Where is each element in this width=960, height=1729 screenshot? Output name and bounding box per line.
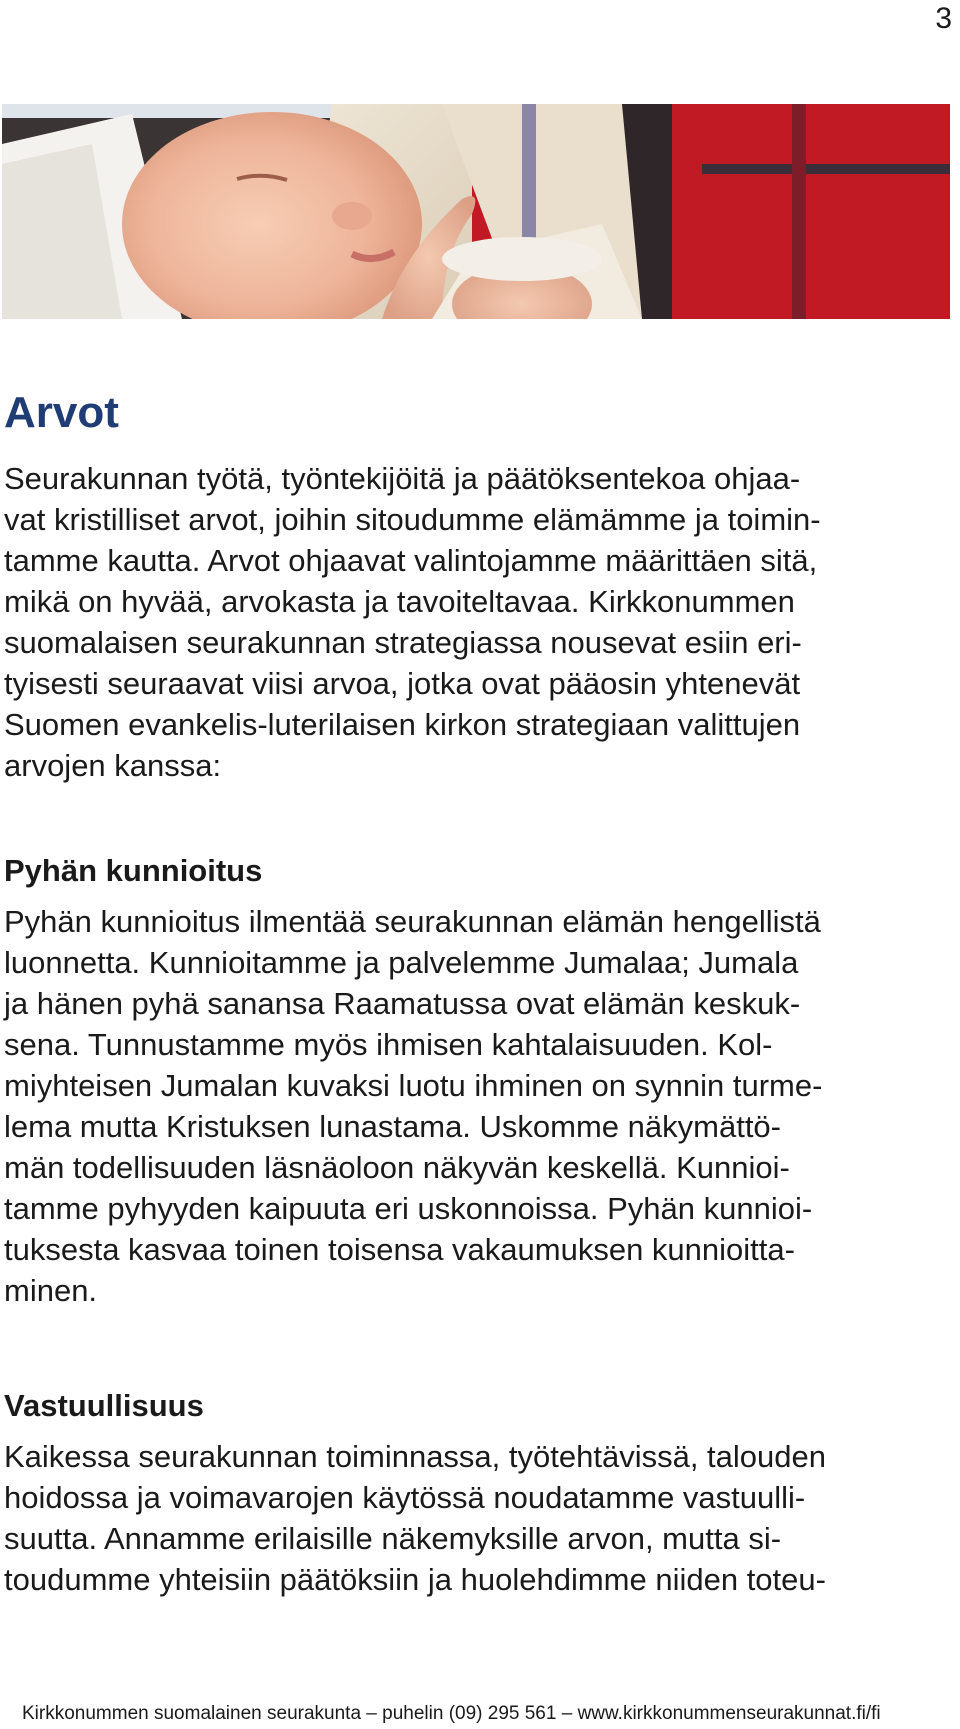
text-line: Kaikessa seurakunnan toiminnassa, työtehtävissä, talouden bbox=[4, 1439, 826, 1474]
baby-photo bbox=[2, 104, 950, 319]
text-line: Suomen evankelis-luterilaisen kirkon strategiaan valittujen bbox=[4, 707, 801, 742]
text-line: tamme kautta. Arvot ohjaavat valintojamme määrittäen sitä, bbox=[4, 543, 818, 578]
text-line: lema mutta Kristuksen lunastama. Uskomme näkymättö- bbox=[4, 1109, 781, 1144]
subheading-vastuullisuus: Vastuullisuus bbox=[4, 1388, 204, 1423]
text-line: tyisesti seuraavat viisi arvoa, jotka ovat pääosin yhtenevät bbox=[4, 666, 801, 701]
paragraph-vastuullisuus bbox=[4, 1436, 952, 1600]
text-line: arvojen kanssa: bbox=[4, 748, 222, 783]
text-line: tamme pyhyyden kaipuuta eri uskonnoissa. Pyhän kunnioi- bbox=[4, 1191, 813, 1226]
text-line: sena. Tunnustamme myös ihmisen kahtalaisuuden. Kol- bbox=[4, 1027, 773, 1062]
text-line: mikä on hyvää, arvokasta ja tavoiteltavaa. Kirkkonummen bbox=[4, 584, 795, 619]
text-line: Pyhän kunnioitus ilmentää seurakunnan elämän hengellistä bbox=[4, 904, 821, 939]
text-line: tuksesta kasvaa toinen toisensa vakaumuksen kunnioitta- bbox=[4, 1232, 795, 1267]
intro-paragraph bbox=[4, 458, 952, 786]
text-line: miyhteisen Jumalan kuvaksi luotu ihminen on synnin turme- bbox=[4, 1068, 823, 1103]
text-line: suutta. Annamme erilaisille näkemyksille arvon, mutta si- bbox=[4, 1521, 782, 1556]
text-line: hoidossa ja voimavarojen käytössä noudatamme vastuulli- bbox=[4, 1480, 806, 1515]
page-number: 3 bbox=[935, 2, 952, 35]
text-line: Seurakunnan työtä, työntekijöitä ja päätöksentekoa ohjaa- bbox=[4, 461, 801, 496]
text-line: toudumme yhteisiin päätöksiin ja huolehdimme niiden toteu- bbox=[4, 1562, 826, 1597]
page-footer: Kirkkonummen suomalainen seurakunta – puhelin (09) 295 561 – www.kirkkonummenseurakunnat.fi/fi bbox=[22, 1703, 881, 1724]
section-title: Arvot bbox=[4, 388, 119, 437]
main-content bbox=[4, 382, 952, 1600]
text-line: minen. bbox=[4, 1273, 98, 1308]
text-line: suomalaisen seurakunnan strategiassa nousevat esiin eri- bbox=[4, 625, 802, 660]
subheading-pyhan-kunnioitus: Pyhän kunnioitus bbox=[4, 853, 263, 888]
text-line: ja hänen pyhä sanansa Raamatussa ovat elämän keskuk- bbox=[4, 986, 801, 1021]
text-line: luonnetta. Kunnioitamme ja palvelemme Jumalaa; Jumala bbox=[4, 945, 799, 980]
text-line: män todellisuuden läsnäoloon näkyvän keskellä. Kunnioi- bbox=[4, 1150, 790, 1185]
text-line: vat kristilliset arvot, joihin sitoudumme elämämme ja toimin- bbox=[4, 502, 821, 537]
paragraph-pyhan-kunnioitus bbox=[4, 901, 952, 1311]
